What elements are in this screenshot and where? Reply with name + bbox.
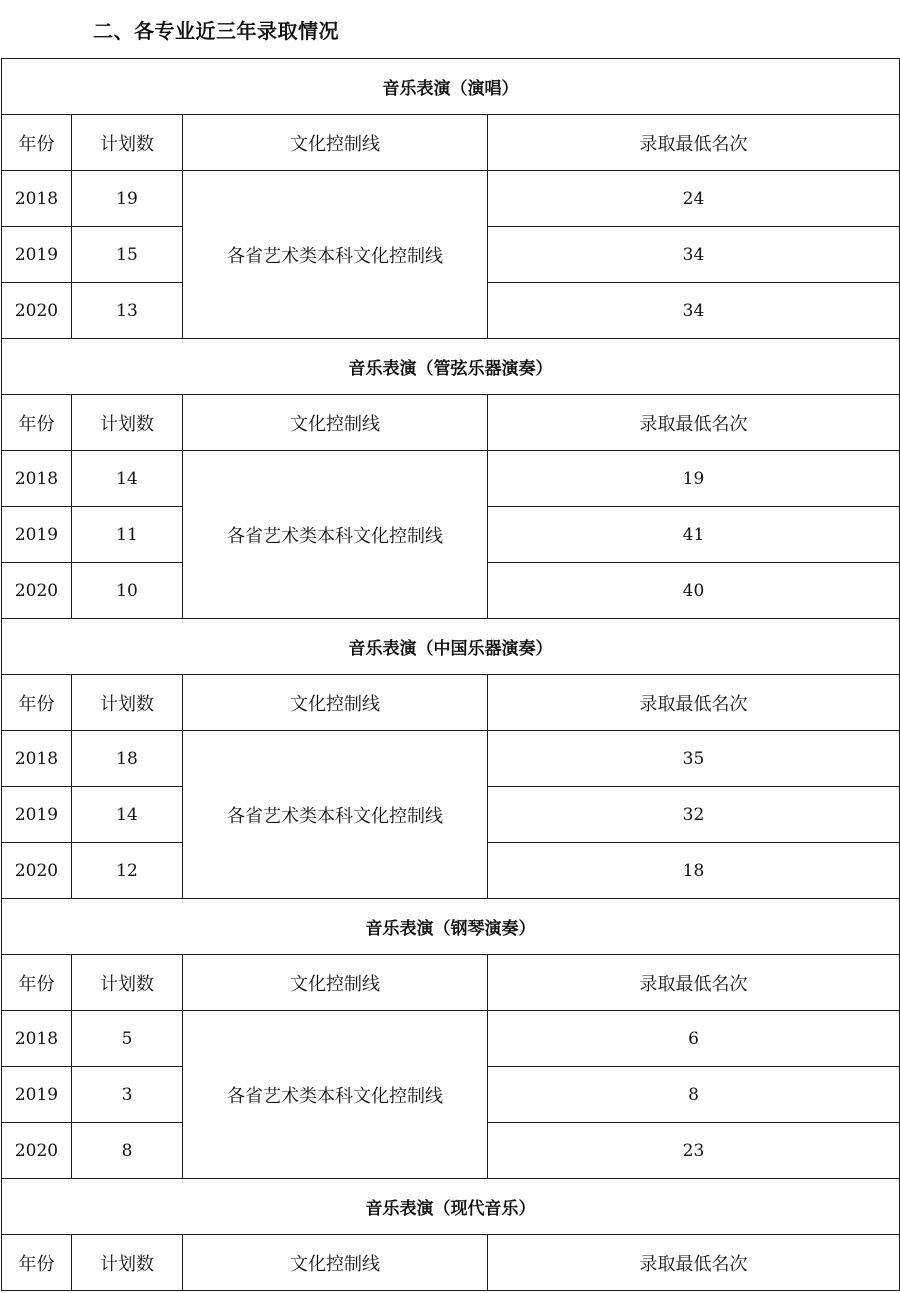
year-cell: 2018 <box>2 731 72 787</box>
year-cell: 2018 <box>2 1011 72 1067</box>
plan-count-cell: 10 <box>72 563 183 619</box>
control-line-cell: 各省艺术类本科文化控制线 <box>183 1011 488 1179</box>
year-cell: 2019 <box>2 1067 72 1123</box>
plan-count-cell: 15 <box>72 227 183 283</box>
year-cell: 2019 <box>2 787 72 843</box>
plan-count-cell: 11 <box>72 507 183 563</box>
table-row <box>2 1011 900 1067</box>
year-cell: 2020 <box>2 843 72 899</box>
section-title: 音乐表演（钢琴演奏） <box>2 899 900 955</box>
year-cell: 2020 <box>2 1123 72 1179</box>
min-rank-cell: 19 <box>488 451 900 507</box>
column-header-row <box>2 395 900 451</box>
page-title: 二、各专业近三年录取情况 <box>93 19 339 43</box>
min-rank-cell: 34 <box>488 283 900 339</box>
control-line-cell: 各省艺术类本科文化控制线 <box>183 451 488 619</box>
section-title-row <box>2 59 900 115</box>
year-column-header: 年份 <box>2 395 72 451</box>
min-rank-cell: 24 <box>488 171 900 227</box>
plan-count-cell: 8 <box>72 1123 183 1179</box>
year-cell: 2019 <box>2 507 72 563</box>
column-header-row <box>2 955 900 1011</box>
year-cell: 2018 <box>2 451 72 507</box>
min-rank-cell: 32 <box>488 787 900 843</box>
year-cell: 2019 <box>2 227 72 283</box>
min-rank-column-header: 录取最低名次 <box>488 675 900 731</box>
column-header-row <box>2 675 900 731</box>
table-row <box>2 171 900 227</box>
control-line-column-header: 文化控制线 <box>183 395 488 451</box>
year-cell: 2020 <box>2 283 72 339</box>
min-rank-column-header: 录取最低名次 <box>488 955 900 1011</box>
section-title: 音乐表演（现代音乐） <box>2 1179 900 1235</box>
min-rank-cell: 34 <box>488 227 900 283</box>
section-title-row <box>2 1179 900 1235</box>
year-column-header: 年份 <box>2 1235 72 1291</box>
min-rank-cell: 23 <box>488 1123 900 1179</box>
min-rank-column-header: 录取最低名次 <box>488 395 900 451</box>
plan-count-cell: 3 <box>72 1067 183 1123</box>
min-rank-cell: 6 <box>488 1011 900 1067</box>
plan-column-header: 计划数 <box>72 955 183 1011</box>
section-title: 音乐表演（演唱） <box>2 59 900 115</box>
section-title-row <box>2 619 900 675</box>
year-column-header: 年份 <box>2 955 72 1011</box>
year-column-header: 年份 <box>2 675 72 731</box>
plan-count-cell: 12 <box>72 843 183 899</box>
plan-count-cell: 5 <box>72 1011 183 1067</box>
min-rank-column-header: 录取最低名次 <box>488 1235 900 1291</box>
plan-count-cell: 19 <box>72 171 183 227</box>
section-title-row <box>2 339 900 395</box>
section-title: 音乐表演（中国乐器演奏） <box>2 619 900 675</box>
admission-table <box>1 58 900 1291</box>
min-rank-cell: 18 <box>488 843 900 899</box>
control-line-column-header: 文化控制线 <box>183 675 488 731</box>
plan-column-header: 计划数 <box>72 395 183 451</box>
plan-count-cell: 14 <box>72 787 183 843</box>
plan-column-header: 计划数 <box>72 115 183 171</box>
year-cell: 2020 <box>2 563 72 619</box>
table-row <box>2 451 900 507</box>
control-line-cell: 各省艺术类本科文化控制线 <box>183 171 488 339</box>
min-rank-cell: 35 <box>488 731 900 787</box>
min-rank-cell: 41 <box>488 507 900 563</box>
section-title-row <box>2 899 900 955</box>
plan-column-header: 计划数 <box>72 1235 183 1291</box>
min-rank-column-header: 录取最低名次 <box>488 115 900 171</box>
control-line-column-header: 文化控制线 <box>183 115 488 171</box>
section-title: 音乐表演（管弦乐器演奏） <box>2 339 900 395</box>
plan-count-cell: 18 <box>72 731 183 787</box>
plan-count-cell: 13 <box>72 283 183 339</box>
min-rank-cell: 40 <box>488 563 900 619</box>
min-rank-cell: 8 <box>488 1067 900 1123</box>
plan-count-cell: 14 <box>72 451 183 507</box>
control-line-cell: 各省艺术类本科文化控制线 <box>183 731 488 899</box>
plan-column-header: 计划数 <box>72 675 183 731</box>
year-cell: 2018 <box>2 171 72 227</box>
admission-table-body <box>2 59 900 1291</box>
table-row <box>2 731 900 787</box>
year-column-header: 年份 <box>2 115 72 171</box>
column-header-row <box>2 115 900 171</box>
column-header-row <box>2 1235 900 1291</box>
control-line-column-header: 文化控制线 <box>183 1235 488 1291</box>
control-line-column-header: 文化控制线 <box>183 955 488 1011</box>
